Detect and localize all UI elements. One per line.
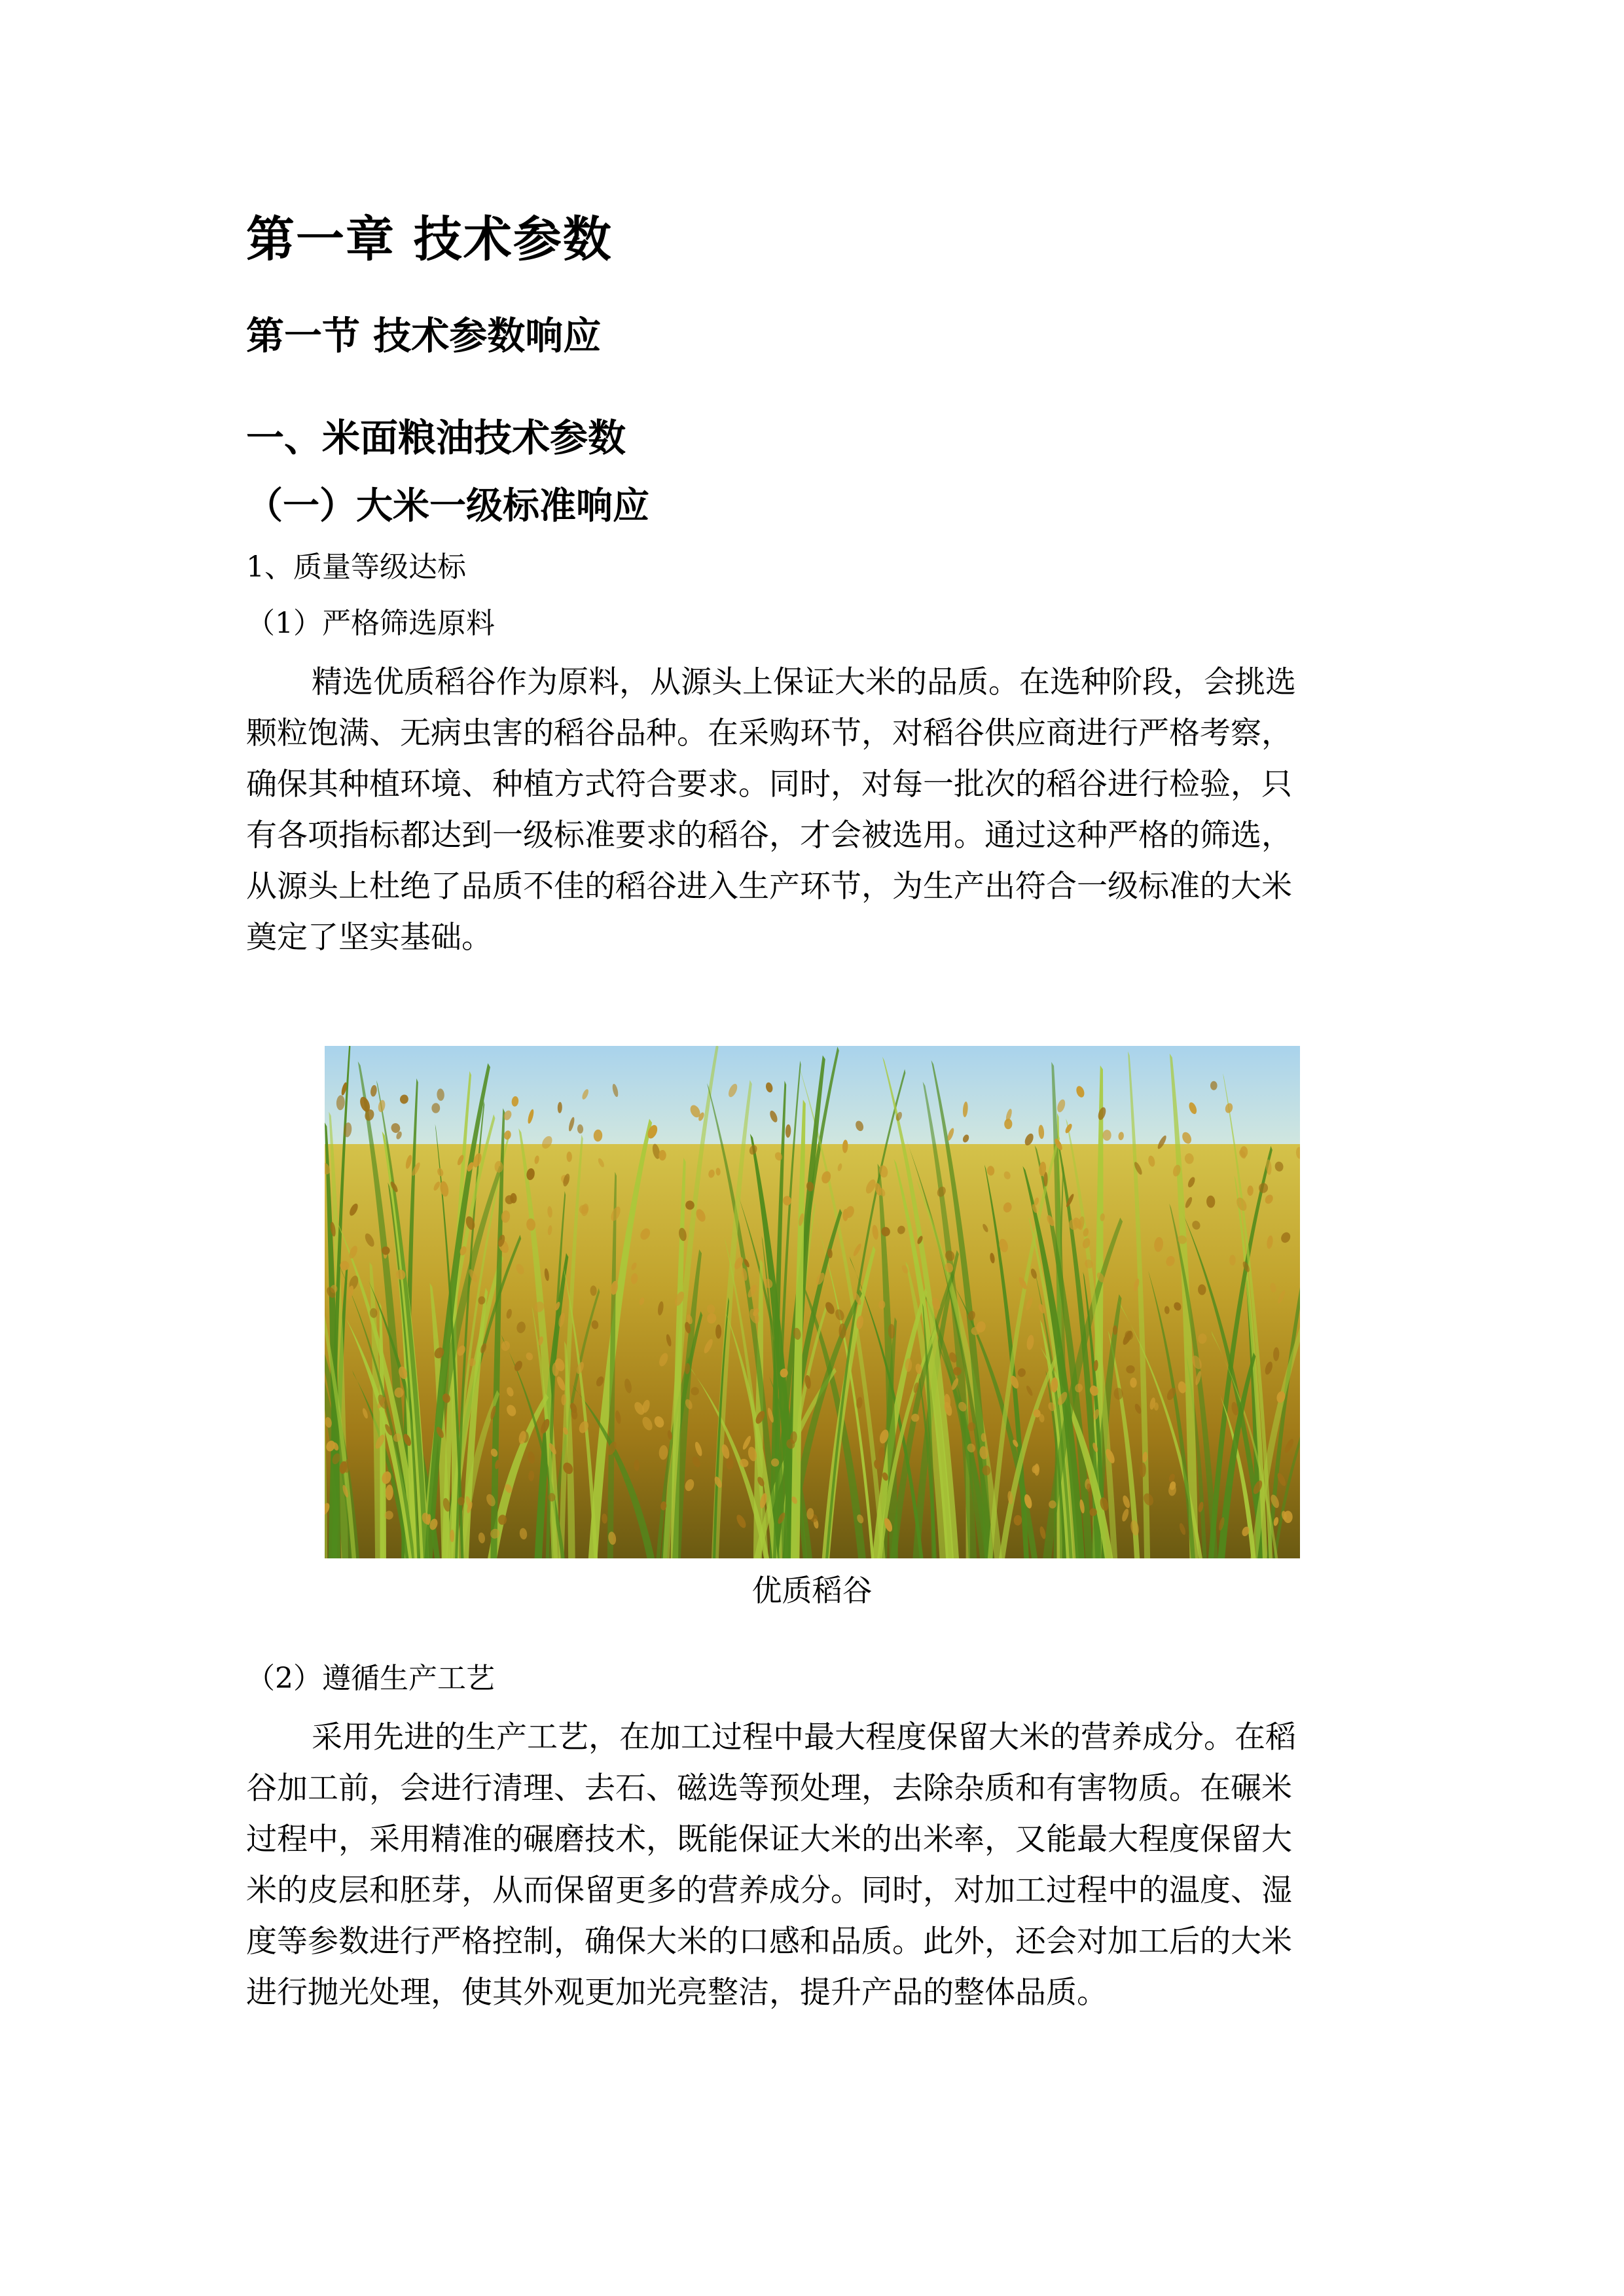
- rice-grain: [1087, 1483, 1091, 1492]
- rice-grain: [1210, 1081, 1218, 1090]
- paragraph-line: 米的皮层和胚芽，从而保留更多的营养成分。同时，对加工过程中的温度、湿: [246, 1873, 1292, 1909]
- rice-grain: [458, 1497, 465, 1505]
- paragraph-line: 谷加工前，会进行清理、去石、磁选等预处理，去除杂质和有害物质。在碾米: [246, 1770, 1292, 1806]
- rice-field-photo: [325, 1046, 1300, 1558]
- paragraph-line: 进行抛光处理，使其外观更加光亮整洁，提升产品的整体品质。: [246, 1975, 1108, 2011]
- subsection-title: 一、米面粮油技术参数: [246, 416, 626, 460]
- paragraph-line: 从源头上杜绝了品质不佳的稻谷进入生产环节，为生产出符合一级标准的大米: [246, 869, 1292, 905]
- paragraph-line: 有各项指标都达到一级标准要求的稻谷，才会被选用。通过这种严格的筛选，: [246, 817, 1292, 853]
- paragraph-line: 确保其种植环境、种植方式符合要求。同时，对每一批次的稻谷进行检验，只: [246, 766, 1292, 802]
- rice-grain: [1130, 1378, 1136, 1388]
- sub-subsection-title: （一）大米一级标准响应: [246, 484, 649, 528]
- item-title: 1、质量等级达标: [246, 550, 466, 584]
- chapter-title: 第一章 技术参数: [246, 211, 613, 268]
- section-title: 第一节 技术参数响应: [246, 314, 602, 358]
- paragraph-line: 过程中，采用精准的碾磨技术，既能保证大米的出米率，又能最大程度保留大: [246, 1821, 1292, 1857]
- paragraph-line: 颗粒饱满、无病虫害的稻谷品种。在采购环节，对稻谷供应商进行严格考察，: [246, 715, 1292, 751]
- paragraph-line: 奠定了坚实基础。: [246, 920, 492, 956]
- paragraph-line: 采用先进的生产工艺，在加工过程中最大程度保留大米的营养成分。在稻: [312, 1719, 1296, 1755]
- point2-paragraph: [246, 1712, 1385, 2018]
- point2-title: （2）遵循生产工艺: [246, 1662, 495, 1695]
- paragraph-line: 精选优质稻谷作为原料，从源头上保证大米的品质。在选种阶段，会挑选: [312, 664, 1296, 700]
- figure-caption: 优质稻谷: [751, 1573, 873, 1608]
- rice-field-illustration: [325, 1046, 1300, 1558]
- rice-grain: [715, 1325, 721, 1339]
- point1-paragraph: [246, 657, 1385, 963]
- paragraph-line: 度等参数进行严格控制，确保大米的口感和品质。此外，还会对加工后的大米: [246, 1924, 1292, 1960]
- point1-title: （1）严格筛选原料: [246, 607, 495, 640]
- rice-grain: [839, 1323, 846, 1339]
